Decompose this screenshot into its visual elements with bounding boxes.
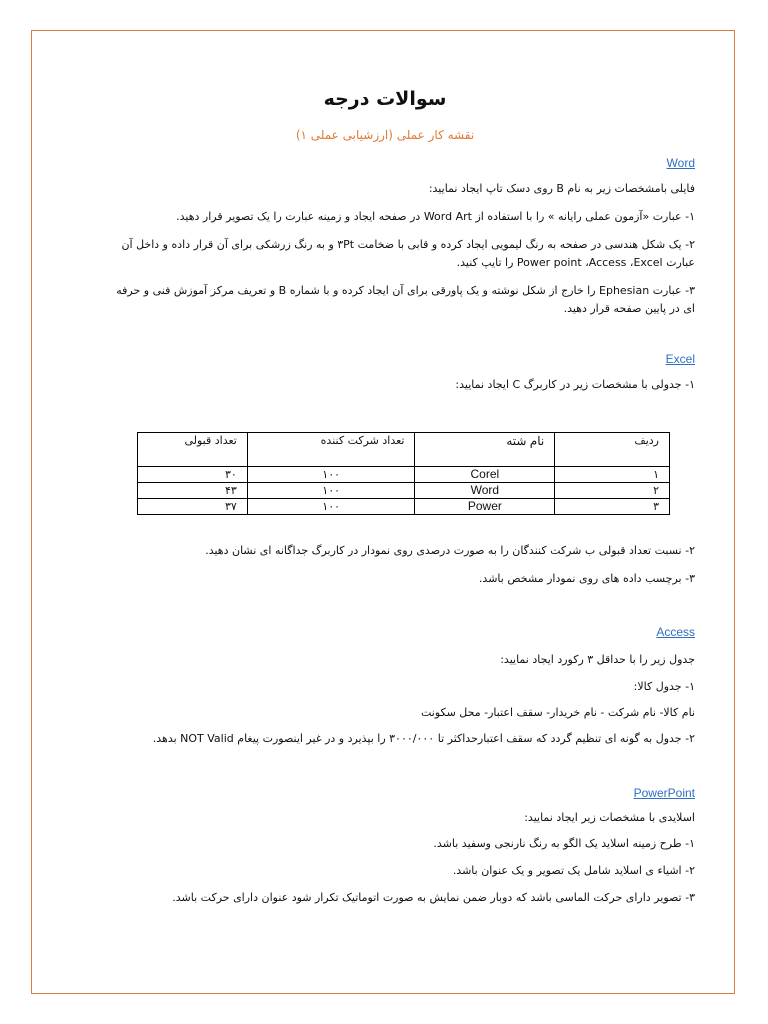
access-item-1: ۱- جدول کالا: — [633, 680, 695, 693]
document-body — [75, 0, 695, 1024]
excel-item-2: ۲- نسبت تعداد قبولی ب شرکت کنندگان را به صورت درصدی روی نمودار در کاربرگ جداگانه ای نشان دهید. — [205, 544, 695, 557]
table-cell: ۱۰۰ — [247, 499, 415, 515]
powerpoint-item-3: ۳- تصویر دارای حرکت الماسی باشد که دوبار ضمن نمایش به صورت اتوماتیک تکرار شود عنوان دارای حرکت باشد. — [172, 891, 695, 904]
table-cell: ۳۷ — [138, 499, 248, 515]
powerpoint-item-1: ۱- طرح زمینه اسلاید یک الگو به رنگ نارنجی وسفید باشد. — [433, 837, 695, 850]
table-header-cell: تعداد شرکت کننده — [247, 433, 415, 467]
table-header-cell: نام شته — [415, 433, 555, 467]
word-item-2-line-1: ۲- یک شکل هندسی در صفحه به رنگ لیمویی ایجاد کرده و قابی با ضخامت ۳Pt و به رنگ زرشکی برای آن قرار داده و داخل آن — [121, 238, 695, 251]
table-cell: ۱۰۰ — [247, 483, 415, 499]
table-cell: ۱۰۰ — [247, 467, 415, 483]
word-item-3-line-2: ای در پایین صفحه قرار دهید. — [563, 302, 695, 315]
section-heading-powerpoint: PowerPoint — [633, 786, 695, 800]
table-cell: Power — [415, 499, 555, 515]
table-row — [138, 467, 670, 483]
word-item-3-line-1: ۳- عبارت Ephesian را خارج از شکل نوشته و یک پاورقی برای آن ایجاد کرده و با شماره B و تعریف مرکز آموزش فنی و حرفه — [116, 284, 695, 297]
page-subtitle: نقشه کار عملی (ارزشیابی عملی ۱) — [295, 128, 475, 142]
section-heading-excel: Excel — [665, 352, 695, 366]
table-header-cell: ردیف — [555, 433, 670, 467]
word-intro: فایلی بامشخصات زیر به نام B روی دسک تاپ ایجاد نمایید: — [428, 182, 695, 195]
table-cell: Corel — [415, 467, 555, 483]
word-item-2-line-2: عبارت Power point ،Access ،Excel را تایپ کنید. — [456, 256, 695, 269]
section-heading-word: Word — [666, 156, 695, 170]
access-intro: جدول زیر را با حداقل ۳ رکورد ایجاد نمایید: — [500, 653, 695, 666]
table-cell: ۱ — [555, 467, 670, 483]
excel-data-table — [137, 432, 670, 515]
page-title: سوالات درجه — [323, 88, 447, 110]
powerpoint-item-2: ۲- اشیاء ی اسلاید شامل یک تصویر و یک عنوان باشد. — [452, 864, 695, 877]
access-item-2: ۲- جدول به گونه ای تنظیم گردد که سقف اعتبارحداکثر تا ۳۰۰۰/۰۰۰ را بپذیرد و در غیر اینصورت پیغام NOT Valid بدهد. — [152, 732, 695, 745]
table-header-cell: تعداد قبولی — [138, 433, 248, 467]
excel-intro: ۱- جدولی با مشخصات زیر در کاربرگ C ایجاد نمایید: — [455, 378, 695, 391]
word-item-1: ۱- عبارت «آزمون عملی رایانه » را با استفاده از Word Art در صفحه ایجاد و زمینه عبارت را یک تصویر قرار دهید. — [176, 210, 695, 223]
table-cell: ۳ — [555, 499, 670, 515]
table-row — [138, 483, 670, 499]
table-header-row — [138, 433, 670, 467]
section-heading-access: Access — [656, 625, 695, 639]
table-cell: ۳۰ — [138, 467, 248, 483]
table-row — [138, 499, 670, 515]
access-fields: نام کالا- نام شرکت - نام خریدار- سقف اعتبار- محل سکونت — [420, 706, 695, 719]
table-cell: Word — [415, 483, 555, 499]
table-cell: ۴۳ — [138, 483, 248, 499]
excel-item-3: ۳- برچسب داده های روی نمودار مشخص باشد. — [478, 572, 695, 585]
table-cell: ۲ — [555, 483, 670, 499]
powerpoint-intro: اسلایدی با مشخصات زیر ایجاد نمایید: — [524, 811, 695, 824]
